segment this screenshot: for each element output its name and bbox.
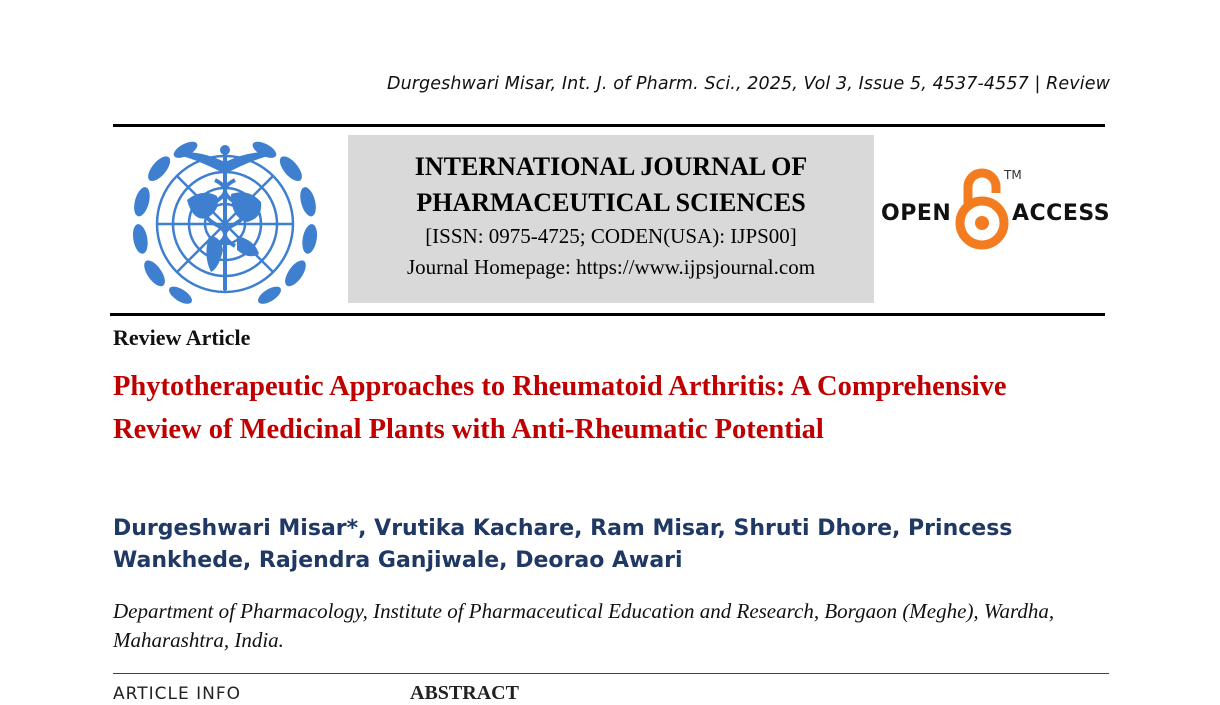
article-title: Phytotherapeutic Approaches to Rheumatoid Arthritis: A Comprehensive Review of Medicinal Plants with Anti-Rheumatic Potential	[113, 371, 1007, 445]
open-lock-icon	[954, 165, 1010, 251]
abstract-heading: ABSTRACT	[410, 682, 519, 704]
journal-name-line1: INTERNATIONAL JOURNAL OF	[414, 152, 808, 181]
journal-name	[348, 149, 874, 221]
trademark-label: TM	[1004, 168, 1022, 182]
author-list: Durgeshwari Misar*, Vrutika Kachare, Ram Misar, Shruti Dhore, Princess Wankhede, Rajendra Ganjiwale, Deorao Awari	[113, 516, 1013, 573]
article-type: Review Article	[113, 325, 251, 350]
open-label: OPEN	[881, 201, 952, 226]
section-rule	[113, 673, 1109, 674]
header-top-rule	[113, 124, 1105, 127]
citation-line: Durgeshwari Misar, Int. J. of Pharm. Sci., 2025, Vol 3, Issue 5, 4537-4557 | Review	[387, 74, 1110, 94]
journal-name-line2: PHARMACEUTICAL SCIENCES	[416, 188, 806, 217]
header-bottom-rule	[110, 313, 1105, 316]
journal-homepage: Journal Homepage: https://www.ijpsjournal.com	[406, 255, 816, 279]
affiliation: Department of Pharmacology, Institute of Pharmaceutical Education and Research, Borgaon (Meghe), Wardha, Maharashtra, India.	[113, 599, 1055, 652]
access-label: ACCESS	[1012, 201, 1111, 226]
article-info-heading: ARTICLE INFO	[113, 684, 241, 704]
journal-issn: [ISSN: 0975-4725; CODEN(USA): IJPS00]	[425, 224, 797, 248]
un-emblem-icon	[127, 140, 323, 306]
journal-banner	[348, 135, 874, 303]
